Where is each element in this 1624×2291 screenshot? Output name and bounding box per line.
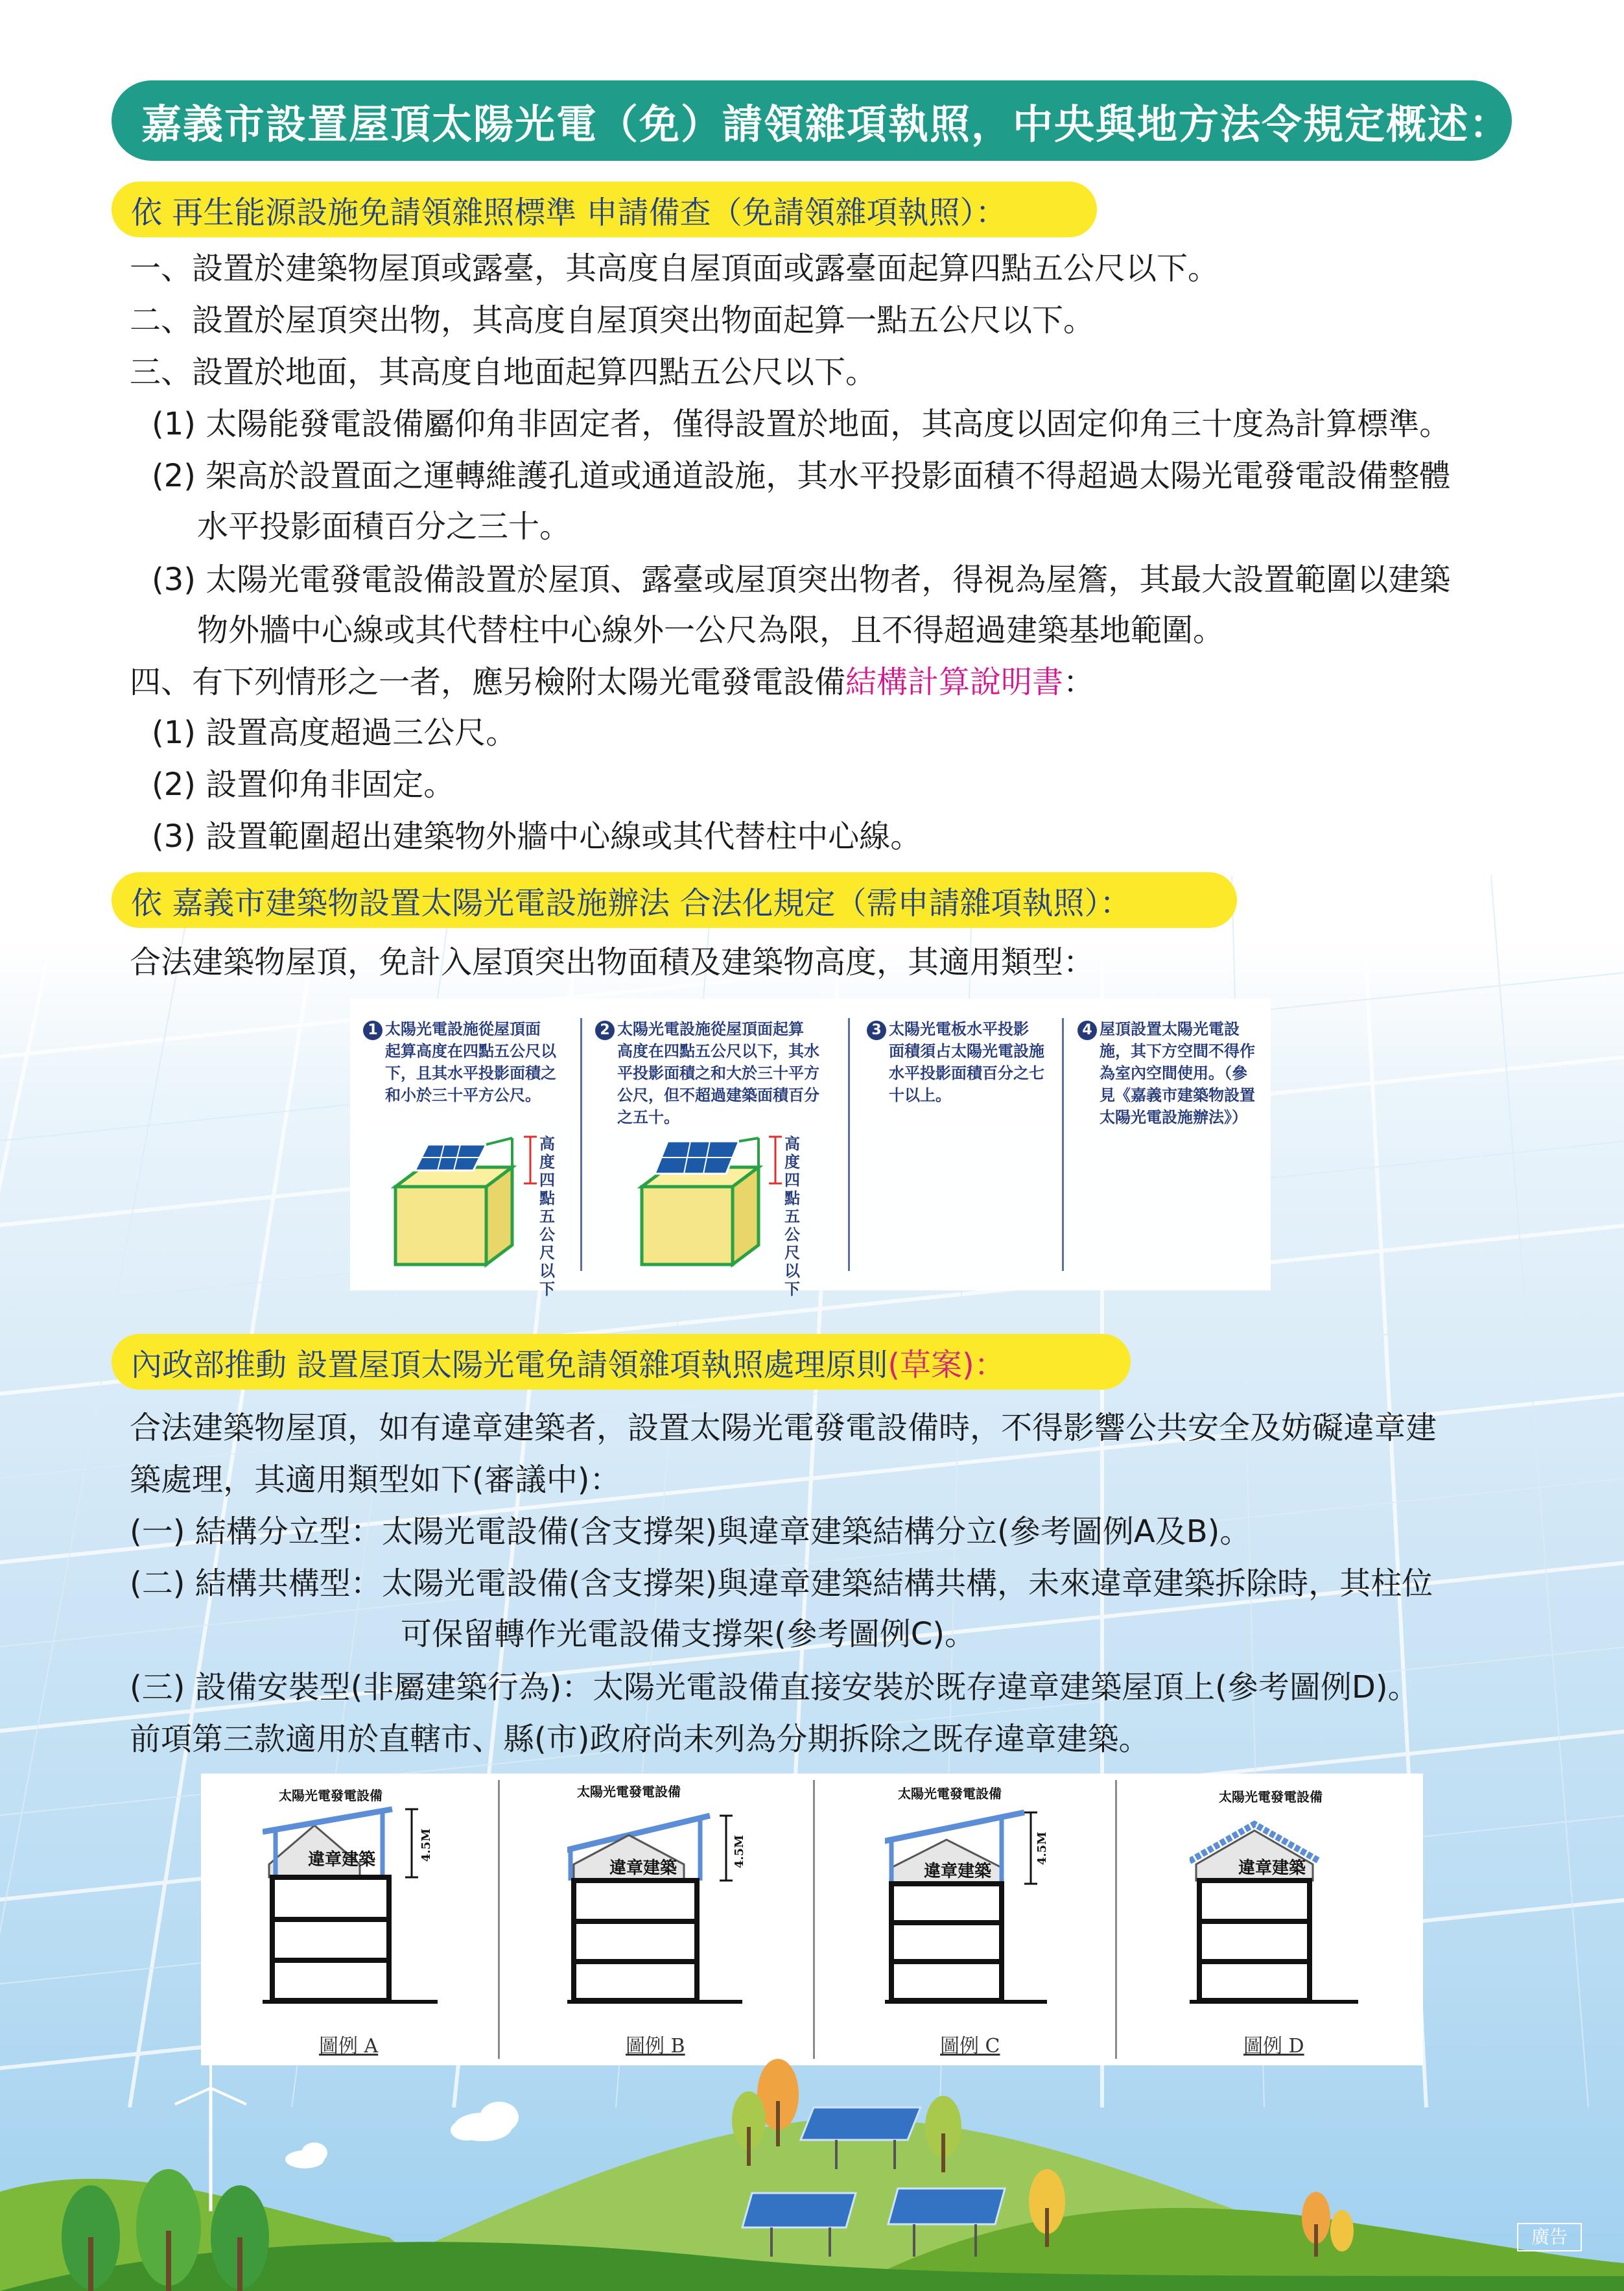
pv-label: 太陽光電發電設備 bbox=[898, 1786, 1002, 1801]
section3-heading-text bbox=[131, 1340, 1006, 1384]
type4-line: 施，其下方空間不得作 bbox=[1100, 1042, 1255, 1060]
cloud-icon bbox=[285, 2102, 519, 2168]
type4-line: 屋頂設置太陽光電設 bbox=[1100, 1020, 1240, 1038]
rule-line: (2) 架高於設置面之運轉維護孔道或通道設施，其水平投影面積不得超過太陽光電發電設備整體 bbox=[152, 458, 1451, 494]
rooftop-pv-illustration-2 bbox=[635, 1135, 765, 1271]
legal-types-diagram bbox=[350, 999, 1271, 1298]
building-label: 違章建築 bbox=[924, 1862, 992, 1881]
type1-line: 太陽光電設施從屋頂面 bbox=[385, 1020, 541, 1038]
num-badge: 3 bbox=[867, 1021, 886, 1040]
section3-heading bbox=[112, 1334, 1131, 1390]
type3-text bbox=[867, 1018, 1044, 1106]
title-banner bbox=[112, 80, 1512, 161]
building-label: 違章建築 bbox=[308, 1850, 376, 1870]
rooftop-pv-illustration-1 bbox=[389, 1135, 519, 1271]
caption-a: 圖例 A bbox=[319, 2035, 379, 2058]
section2-heading-text: 依 嘉義市建築物設置太陽光電設施辦法 合法化規定（需申請雜項執照）： bbox=[131, 884, 1131, 921]
building-label: 違章建築 bbox=[1238, 1858, 1306, 1878]
rule-line: (1) 太陽能發電設備屬仰角非固定者，僅得設置於地面，其高度以固定仰角三十度為計算標準。 bbox=[152, 406, 1451, 442]
principle-line: (一) 結構分立型：太陽光電設備(含支撐架)與違章建築結構分立(參考圖例A及B)。 bbox=[130, 1513, 1251, 1550]
rule-line: 水平投影面積百分之三十。 bbox=[197, 508, 571, 545]
height-label: 4.5M bbox=[733, 1834, 747, 1869]
landscape-illustration bbox=[0, 2043, 1624, 2291]
example-c-drawing bbox=[885, 1793, 1066, 2007]
principle-line: 可保留轉作光電設備支撐架(參考圖例C)。 bbox=[401, 1616, 976, 1652]
type3-line: 水平投影面積百分之七 bbox=[889, 1064, 1044, 1082]
section3-heading-main: 內政部推動 設置屋頂太陽光電免請領雜項執照處理原則 bbox=[131, 1346, 888, 1383]
column-divider bbox=[580, 1018, 582, 1271]
height-label: 4.5M bbox=[1035, 1831, 1050, 1866]
column-divider bbox=[813, 1780, 815, 2059]
height-dimension-arrow bbox=[769, 1135, 782, 1232]
item4-highlight: 結構計算說明書 bbox=[845, 664, 1064, 700]
type2-line: 之五十。 bbox=[617, 1108, 679, 1126]
num-badge: 1 bbox=[363, 1021, 382, 1040]
type4-line: 見《嘉義市建築物設置 bbox=[1100, 1086, 1255, 1104]
type1-text bbox=[363, 1018, 556, 1106]
type1-line: 下，且其水平投影面積之 bbox=[385, 1064, 556, 1082]
type3-line: 面積須占太陽光電設施 bbox=[889, 1042, 1044, 1060]
rule-line: (2) 設置仰角非固定。 bbox=[152, 766, 455, 803]
height-label: 高度四點五公尺以下 bbox=[539, 1135, 555, 1298]
rule-line: (1) 設置高度超過三公尺。 bbox=[152, 715, 517, 751]
caption-c: 圖例 C bbox=[940, 2035, 1000, 2058]
section3-colon: ： bbox=[974, 1346, 1006, 1383]
rule-line: 一、設置於建築物屋頂或露臺，其高度自屋頂面或露臺面起算四點五公尺以下。 bbox=[130, 250, 1219, 287]
column-divider bbox=[498, 1780, 500, 2059]
type4-line: 太陽光電設施辦法》） bbox=[1100, 1108, 1247, 1126]
rule-line-4 bbox=[130, 663, 1094, 702]
height-label: 4.5M bbox=[419, 1828, 434, 1862]
type4-line: 為室內空間使用。（參 bbox=[1100, 1064, 1247, 1082]
principle-line: 合法建築物屋頂，如有違章建築者，設置太陽光電發電設備時，不得影響公共安全及妨礙違章建 bbox=[130, 1410, 1437, 1446]
column-divider bbox=[848, 1018, 850, 1271]
draft-tag: (草案) bbox=[888, 1346, 974, 1383]
section2-heading bbox=[112, 872, 1237, 928]
example-a-drawing bbox=[263, 1793, 444, 2007]
num-badge: 2 bbox=[595, 1021, 615, 1040]
type2-line: 平投影面積之和大於三十平方 bbox=[617, 1064, 819, 1082]
pv-label: 太陽光電發電設備 bbox=[279, 1788, 382, 1803]
num-badge: 4 bbox=[1077, 1021, 1097, 1040]
type3-line: 太陽光電板水平投影 bbox=[889, 1020, 1029, 1038]
type1-line: 起算高度在四點五公尺以 bbox=[385, 1042, 556, 1060]
caption-d: 圖例 D bbox=[1243, 2035, 1304, 2058]
type4-text bbox=[1077, 1018, 1255, 1128]
column-divider bbox=[1062, 1018, 1064, 1271]
principle-line: (二) 結構共構型：太陽光電設備(含支撐架)與違章建築結構共構，未來違章建築拆除時，其柱位 bbox=[130, 1565, 1433, 1602]
section1-heading bbox=[112, 182, 1097, 237]
item4-suffix: ： bbox=[1063, 664, 1095, 700]
section1-heading-text: 依 再生能源設施免請領雜照標準 申請備查（免請領雜項執照）： bbox=[131, 194, 1007, 231]
height-label: 高度四點五公尺以下 bbox=[784, 1135, 800, 1298]
height-dimension-arrow bbox=[524, 1135, 537, 1232]
type1-line: 和小於三十平方公尺。 bbox=[385, 1086, 541, 1104]
page-title: 嘉義市設置屋頂太陽光電（免）請領雜項執照，中央與地方法令規定概述： bbox=[141, 100, 1511, 148]
pv-label: 太陽光電發電設備 bbox=[1219, 1789, 1323, 1805]
rule-line: 二、設置於屋頂突出物，其高度自屋頂突出物面起算一點五公尺以下。 bbox=[130, 302, 1095, 338]
illegal-structure-examples-diagram bbox=[201, 1774, 1423, 2065]
type2-line: 高度在四點五公尺以下，其水 bbox=[617, 1042, 819, 1060]
rule-line: (3) 設置範圍超出建築物外牆中心線或其代替柱中心線。 bbox=[152, 818, 922, 855]
rule-line: (3) 太陽光電發電設備設置於屋頂、露臺或屋頂突出物者，得視為屋簷，其最大設置範圍以建築 bbox=[152, 562, 1451, 598]
example-b-drawing bbox=[567, 1793, 749, 2007]
principle-line: 築處理，其適用類型如下(審議中)： bbox=[130, 1462, 621, 1498]
building-label: 違章建築 bbox=[609, 1858, 677, 1878]
ad-badge: 廣告 bbox=[1517, 2223, 1582, 2251]
example-d-drawing bbox=[1190, 1793, 1371, 2007]
principle-line: 前項第三款適用於直轄市、縣(市)政府尚未列為分期拆除之既存違章建築。 bbox=[130, 1721, 1150, 1757]
type2-line: 太陽光電設施從屋頂面起算 bbox=[617, 1020, 804, 1038]
principle-line: (三) 設備安裝型(非屬建築行為)：太陽光電設備直接安裝於既存違章建築屋頂上(參考圖例D)。 bbox=[130, 1669, 1419, 1705]
column-divider bbox=[1115, 1780, 1117, 2059]
type2-text bbox=[595, 1018, 819, 1128]
rule-line: 物外牆中心線或其代替柱中心線外一公尺為限，且不得超過建築基地範圍。 bbox=[197, 612, 1225, 648]
type2-line: 公尺，但不超過建築面積百分 bbox=[617, 1086, 819, 1104]
type3-line: 十以上。 bbox=[889, 1086, 951, 1104]
caption-b: 圖例 B bbox=[626, 2035, 685, 2058]
section2-intro: 合法建築物屋頂，免計入屋頂突出物面積及建築物高度，其適用類型： bbox=[130, 944, 1095, 980]
item4-prefix: 四、有下列情形之一者，應另檢附太陽光電發電設備 bbox=[130, 664, 846, 700]
pv-label: 太陽光電發電設備 bbox=[577, 1784, 681, 1799]
rule-line: 三、設置於地面，其高度自地面起算四點五公尺以下。 bbox=[130, 354, 877, 390]
